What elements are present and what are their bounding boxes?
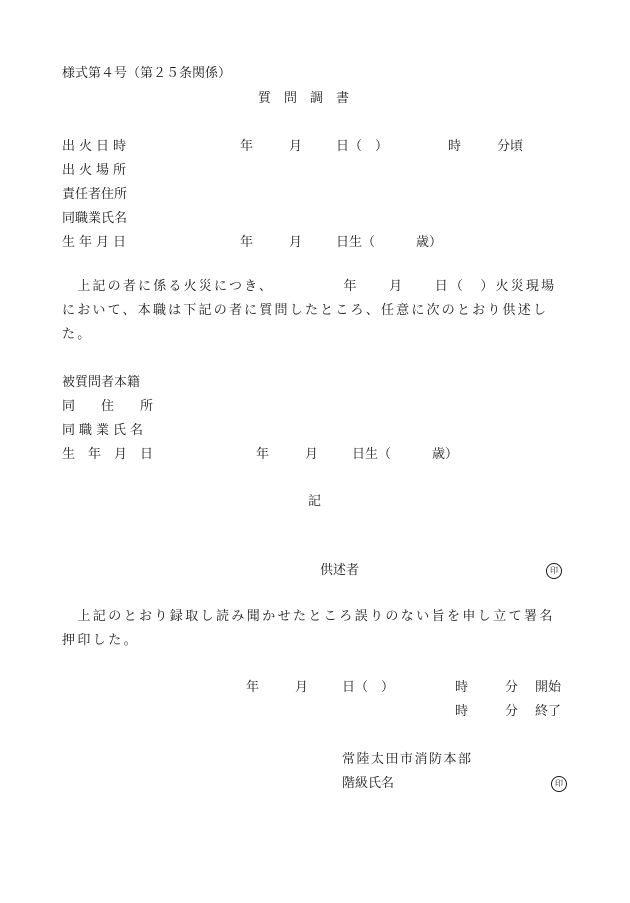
- deponent-label: 供述者: [320, 563, 360, 578]
- session-end-hour: 時: [455, 704, 469, 719]
- record-heading: 記: [308, 494, 322, 509]
- officer-department: 常陸太田市消防本部: [342, 752, 473, 767]
- questioned-birth-day: 日生（: [352, 447, 392, 462]
- fire-datetime-minute: 分頃: [497, 139, 524, 154]
- fire-place-label: 出火場所: [62, 163, 131, 178]
- questioned-domicile-label: 被質問者本籍: [62, 375, 141, 390]
- birth-age: 歳）: [416, 235, 443, 250]
- fire-datetime-month: 月: [289, 139, 303, 154]
- officer-seal-icon: 印: [551, 776, 567, 792]
- session-start-label: 開始: [535, 680, 562, 695]
- session-start-minute: 分: [505, 680, 519, 695]
- page-title: 質 問 調 書: [258, 91, 350, 106]
- birth-year: 年: [240, 235, 254, 250]
- session-end-minute: 分: [505, 704, 519, 719]
- session-year: 年: [246, 680, 260, 695]
- questioned-birthdate-label: 生 年 月 日: [62, 447, 154, 462]
- responsible-address-label: 責任者住所: [62, 187, 128, 202]
- session-end-label: 終了: [535, 704, 562, 719]
- session-start-hour: 時: [455, 680, 469, 695]
- responsible-occupation-label: 同職業氏名: [62, 211, 128, 226]
- birthdate-label: 生年月日: [62, 235, 131, 250]
- birth-month: 月: [289, 235, 303, 250]
- birth-day: 日生（: [336, 235, 376, 250]
- questioned-birth-month: 月: [305, 447, 319, 462]
- session-day: 日（ ）: [342, 680, 395, 695]
- questioned-birth-age: 歳）: [432, 447, 459, 462]
- questioned-birth-year: 年: [256, 447, 270, 462]
- fire-datetime-day: 日（ ）: [336, 139, 389, 154]
- closing-paragraph: 上記のとおり録取し読み聞かせたところ誤りのない旨を申し立て署名押印した。: [62, 609, 555, 648]
- questioned-occupation-label: 同職業氏名: [62, 423, 148, 438]
- questioned-address-label: 同 住 所: [62, 399, 154, 414]
- statement-paragraph: 上記の者に係る火災につき、 年 月 日（ ）火災現場において、本職は下記の者に質問したところ、任意に次のとおり供述した。: [62, 279, 557, 342]
- form-number: 様式第４号（第２５条関係）: [62, 66, 232, 81]
- fire-datetime-year: 年: [240, 139, 254, 154]
- fire-datetime-label: 出火日時: [62, 139, 131, 154]
- deponent-seal-icon: 印: [546, 563, 562, 579]
- session-month: 月: [295, 680, 309, 695]
- officer-rank-name-label: 階級氏名: [342, 776, 395, 791]
- fire-datetime-hour: 時: [448, 139, 462, 154]
